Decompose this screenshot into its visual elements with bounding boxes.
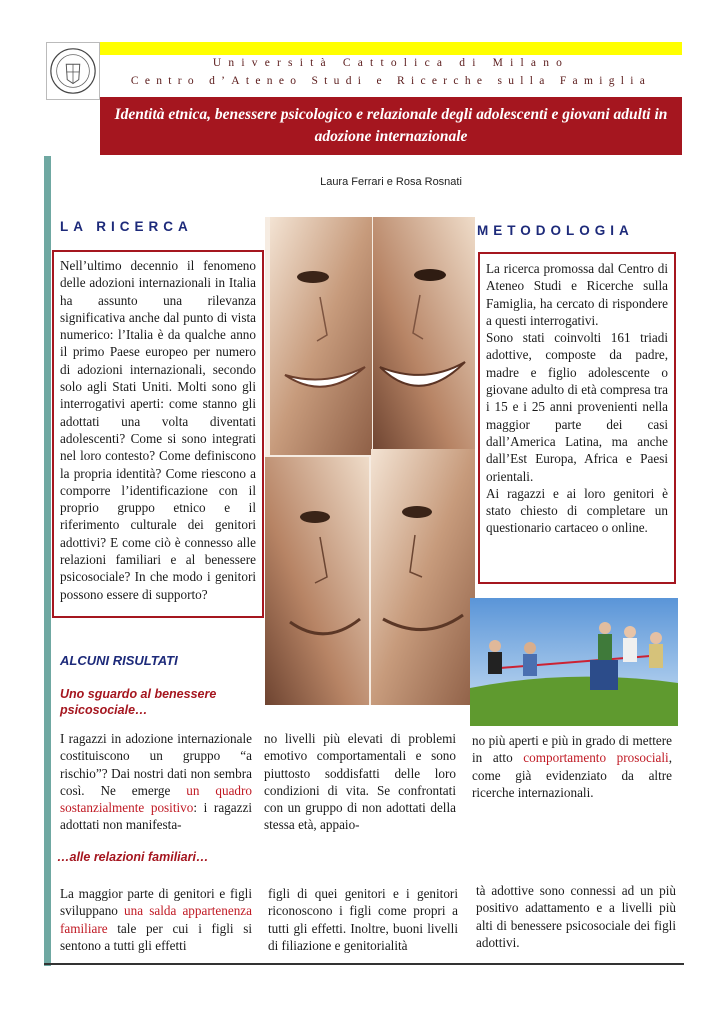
metodologia-p2: Sono stati coinvolti 161 triadi adottive, composte da padre, madre e figlio adolescente o giovane adulto di età compresa tra i 15 e i 25 anni provenienti nella maggior parte dei casi dall’America Latina, ma anche dall’Est Europa, Africa e Paesi orientali.	[486, 330, 668, 484]
authors: Laura Ferrari e Rosa Rosnati	[320, 176, 462, 188]
relazioni-familiari-subheading: …alle relazioni familiari…	[57, 850, 209, 864]
la-ricerca-heading: LA RICERCA	[60, 219, 193, 234]
metodologia-p1: La ricerca promossa dal Centro di Ateneo Studi e Ricerche sulla Famiglia, ha cercato di rispondere a questi interrogativi.	[486, 261, 668, 328]
metodologia-box	[478, 252, 676, 584]
benessere-subheading: Uno sguardo al benessere psicosociale…	[60, 687, 217, 717]
la-ricerca-text: Nell’ultimo decennio il fenomeno delle adozioni internazionali in Italia ha assunto una rilevanza significativa anche dal punto di vista numerico: l’Italia è da qualche anno il primo Paese europeo per numero di adozioni internazionali, secondo solo agli Stati Uniti. Molti sono gli interrogativi aperti: come stanno gli adottati una volta diventati adolescenti? Come si sono integrati nel loro contesto? Come definiscono la propria identità? Come riescono a comporre l’identificazione con il proprio gruppo etnico e il riferimento culturale dei genitori adottivi? E come ciò è connesso alle relazioni familiari e al benessere psicosociale? In che modo i genitori possono essere di supporto?	[60, 258, 256, 602]
col1b-highlight: una salda appartenenza familiare	[60, 903, 252, 936]
col3-highlight: comportamento prosociali	[523, 750, 669, 766]
col1-text-b: : i ragazzi adottati non manifesta-	[60, 800, 252, 833]
col3-text-b: , come già evidenziato da altre ricerche internazionali.	[472, 750, 672, 800]
col3-text-a: no più aperti e più in grado di mettere in atto	[472, 733, 672, 766]
university-seal-icon	[46, 42, 100, 100]
side-accent-bar	[44, 156, 51, 966]
faces-collage-image	[265, 217, 475, 705]
centro-name: Centro d’Ateneo Studi e Ricerche sulla Famiglia	[130, 75, 652, 87]
alcuni-risultati-heading: ALCUNI RISULTATI	[60, 653, 178, 668]
la-ricerca-box	[52, 250, 264, 618]
bottom-rule	[44, 963, 684, 965]
risultati-col-2: no livelli più elevati di problemi emotivo comportamentali e sono piuttosto soddisfatti delle loro condizioni di vita. Se confrontati con un gruppo di non adottati della stessa età, appaio-	[264, 731, 456, 833]
col1-highlight: un quadro sostanzialmente positivo	[60, 782, 252, 816]
col1b-text-b: tale per cui i figli si sentono a tutti gli effetti	[60, 920, 252, 953]
col1-text-a: I ragazzi in adozione internazionale costituiscono un gruppo “a rischio”? Dai nostri dati non sembra così. Ne emerge	[60, 731, 252, 798]
header-yellow-rule	[100, 42, 682, 55]
metodologia-heading: METODOLOGIA	[477, 223, 634, 238]
col1b-text-a: La maggior parte di genitori e figli sviluppano	[60, 886, 252, 919]
family-tug-of-war-photo	[470, 598, 678, 726]
familiari-col-2: figli di quei genitori e i genitori riconoscono i figli come propri a tutti gli effetti. Inoltre, buoni livelli di filiazione e genitorialità	[268, 886, 458, 953]
university-name: Università Cattolica di Milano	[212, 57, 570, 69]
familiari-col-3: tà adottive sono connessi ad un più positivo adattamento e a livelli più alti di benessere psicosociale dei figli adottivi.	[476, 883, 676, 950]
risultati-col-3	[472, 732, 672, 801]
page-title: Identità etnica, benessere psicologico e relazionale degli adolescenti e giovani adulti in adozione internazionale	[100, 97, 682, 155]
familiari-col-1	[60, 885, 252, 954]
metodologia-p3: Ai ragazzi e ai loro genitori è stato chiesto di completare un questionario cartaceo o online.	[486, 485, 668, 536]
risultati-col-1	[60, 730, 252, 834]
